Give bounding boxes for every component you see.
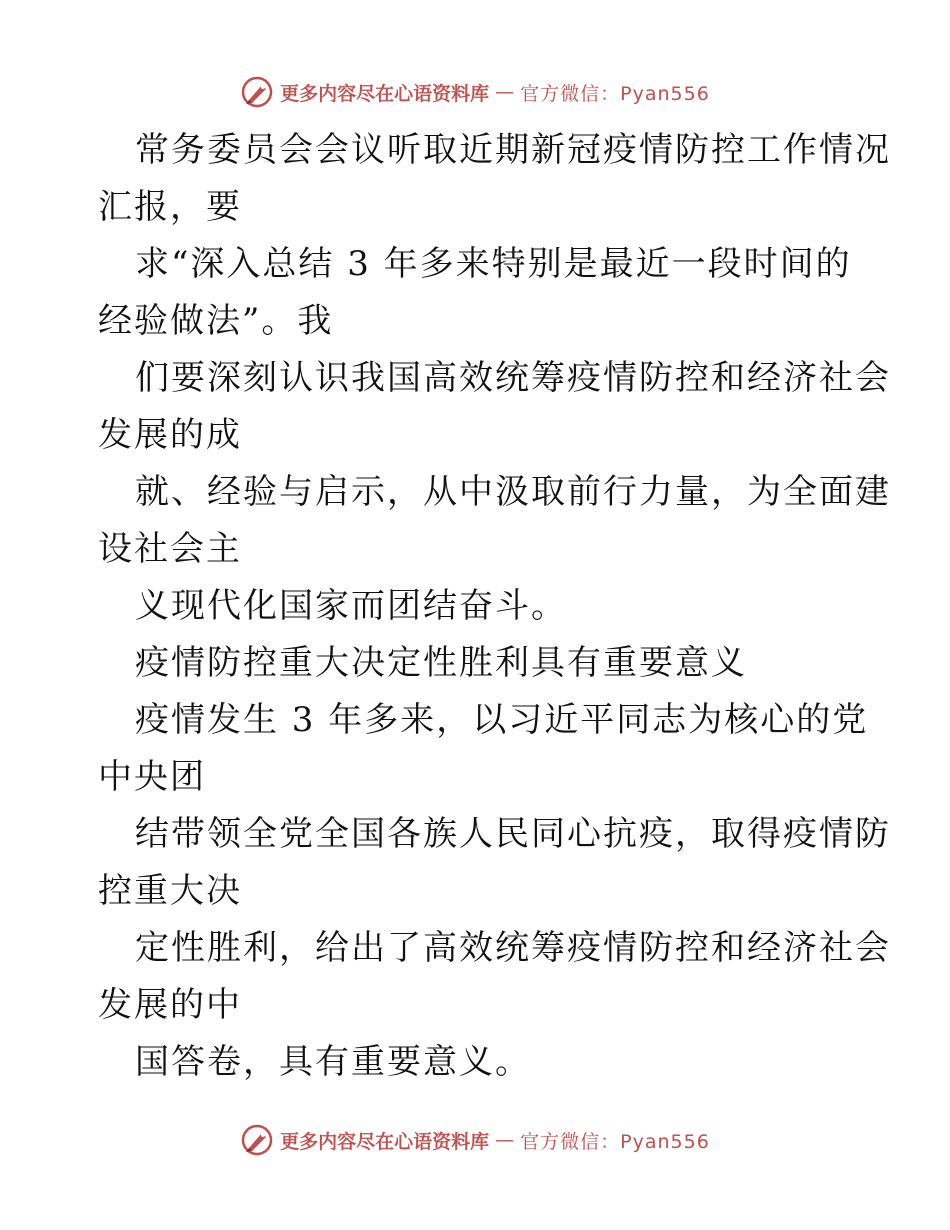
text-line: 发展的成: [98, 415, 242, 455]
banner-title: 更多内容尽在心语资料库: [280, 1130, 490, 1153]
text-line: 定性胜利，给出了高效统筹疫情防控和经济社会: [135, 928, 891, 968]
section-heading: 疫情防控重大决定性胜利具有重要意义: [135, 643, 747, 683]
text-line: 就、经验与启示，从中汲取前行力量，为全面建: [135, 472, 891, 512]
footer-banner: [0, 1120, 950, 1160]
banner-wechat: 官方微信：Pyan556: [520, 82, 710, 105]
text-line: 中央团: [98, 757, 206, 797]
text-line: 常务委员会会议听取近期新冠疫情防控工作情况: [135, 130, 891, 170]
text-line: 疫情发生 3 年多来，以习近平同志为核心的党: [135, 700, 869, 740]
text-line: 们要深刻认识我国高效统筹疫情防控和经济社会: [135, 358, 891, 398]
banner-separator: —: [495, 81, 515, 103]
pen-logo-icon: [240, 75, 274, 109]
text-line: 经验做法”。我: [98, 301, 334, 341]
text-line: 汇报，要: [98, 187, 242, 227]
pen-logo-icon: [240, 1123, 274, 1157]
banner-title: 更多内容尽在心语资料库: [280, 82, 490, 105]
text-line: 求“深入总结 3 年多来特别是最近一段时间的: [135, 244, 852, 284]
text-line: 设社会主: [98, 529, 242, 569]
text-line: 国答卷，具有重要意义。: [135, 1042, 531, 1082]
document-body: [98, 122, 891, 1091]
text-line: 义现代化国家而团结奋斗。: [135, 586, 567, 626]
text-line: 控重大决: [98, 871, 242, 911]
header-banner: [0, 72, 950, 112]
text-line: 发展的中: [98, 985, 242, 1025]
text-line: 结带领全党全国各族人民同心抗疫，取得疫情防: [135, 814, 891, 854]
banner-separator: —: [495, 1129, 515, 1151]
banner-wechat: 官方微信：Pyan556: [520, 1130, 710, 1153]
